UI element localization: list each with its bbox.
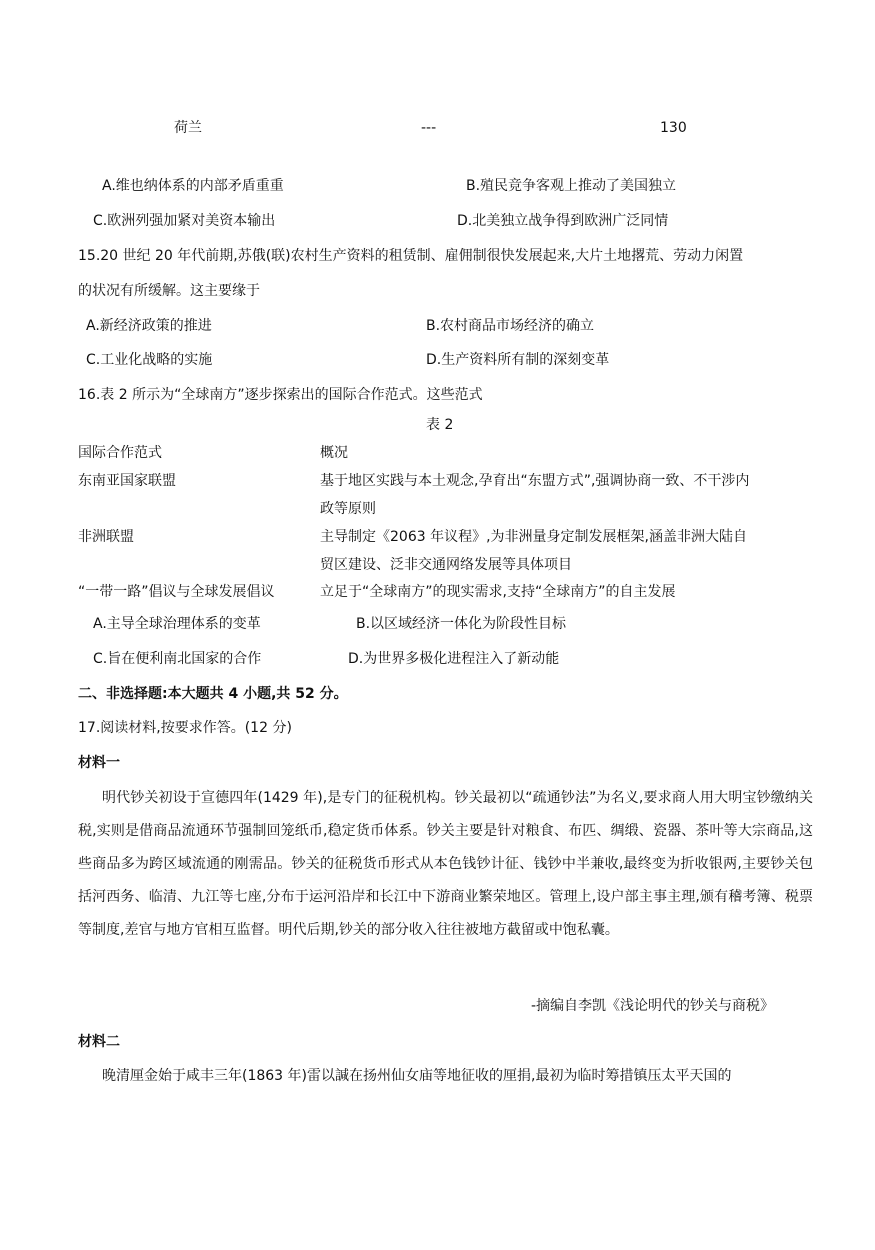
table-row-asean-name: 东南亚国家联盟 xyxy=(78,473,176,489)
material1-paragraph: 明代钞关初设于宣德四年(1429 年),是专门的征税机构。钞关最初以“疏通钞法”为名义,要求商人用大明宝钞缴纳关税,实则是借商品流通环节强制回笼纸币,稳定货币体系。钞关主要是针对粮食、布匹、绸缎、瓷器、茶叶等大宗商品,这些商品多为跨区域流通的刚需品。钞关的征税货币形式从本色钱钞计征、钱钞中半兼收,最终变为折收银两,主要钞关包括河西务、临清、九江等七座,分布于运河沿岸和长江中下游商业繁荣地区。管理上,设户部主事主理,颁有稽考簿、税票等制度,差官与地方官相互监督。明代后期,钞关的部分收入往往被地方截留或中饱私囊。 xyxy=(78,790,813,938)
table-row-bri-name: “一带一路”倡议与全球发展倡议 xyxy=(78,584,275,600)
q14-option-d: D.北美独立战争得到欧洲广泛同情 xyxy=(457,213,669,229)
table-row-au-desc-2: 贸区建设、泛非交通网络发展等具体项目 xyxy=(320,557,572,573)
q16-option-a: A.主导全球治理体系的变革 xyxy=(93,616,261,632)
prev-row-col3: 130 xyxy=(660,120,687,136)
table-row-au-desc-1: 主导制定《2063 年议程》,为非洲量身定制发展框架,涵盖非洲大陆自 xyxy=(320,529,747,545)
prev-row-col2: --- xyxy=(421,120,437,136)
table-header-overview: 概况 xyxy=(320,445,348,461)
q15-option-d: D.生产资料所有制的深刻变革 xyxy=(426,352,610,368)
table-header-paradigm: 国际合作范式 xyxy=(78,445,162,461)
q15-stem-line1: 15.20 世纪 20 年代前期,苏俄(联)农村生产资料的租赁制、雇佣制很快发展起来,大片土地撂荒、劳动力闲置 xyxy=(78,248,744,264)
q15-option-b: B.农村商品市场经济的确立 xyxy=(426,318,595,334)
material1-title: 材料一 xyxy=(78,755,120,771)
material1-source: -摘编自李凯《浅论明代的钞关与商税》 xyxy=(531,998,775,1014)
q17-stem: 17.阅读材料,按要求作答。(12 分) xyxy=(78,720,292,736)
section-title: 二、非选择题:本大题共 4 小题,共 52 分。 xyxy=(78,686,348,702)
q16-option-d: D.为世界多极化进程注入了新动能 xyxy=(348,651,560,667)
prev-row-country: 荷兰 xyxy=(174,120,202,136)
q14-option-a: A.维也纳体系的内部矛盾重重 xyxy=(102,178,284,194)
table-row-asean-desc-2: 政等原则 xyxy=(320,501,376,517)
table-row-asean-desc-1: 基于地区实践与本土观念,孕育出“东盟方式”,强调协商一致、不干涉内 xyxy=(320,473,750,489)
material1-text xyxy=(78,782,813,947)
q15-option-a: A.新经济政策的推进 xyxy=(86,318,212,334)
q15-option-c: C.工业化战略的实施 xyxy=(86,352,213,368)
q16-stem: 16.表 2 所示为“全球南方”逐步探索出的国际合作范式。这些范式 xyxy=(78,387,483,403)
material2-title: 材料二 xyxy=(78,1034,120,1050)
q16-option-c: C.旨在便利南北国家的合作 xyxy=(93,651,262,667)
table-row-au-name: 非洲联盟 xyxy=(78,529,134,545)
q14-option-c: C.欧洲列强加紧对美资本输出 xyxy=(93,213,276,229)
q14-option-b: B.殖民竞争客观上推动了美国独立 xyxy=(466,178,677,194)
material2-text: 晚清厘金始于咸丰三年(1863 年)雷以諴在扬州仙女庙等地征收的厘捐,最初为临时筹措镇压太平天国的 xyxy=(102,1068,732,1084)
table-caption: 表 2 xyxy=(426,417,454,433)
q15-stem-line2: 的状况有所缓解。这主要缘于 xyxy=(78,283,260,299)
table-row-bri-desc-1: 立足于“全球南方”的现实需求,支持“全球南方”的自主发展 xyxy=(320,584,676,600)
q16-option-b: B.以区域经济一体化为阶段性目标 xyxy=(356,616,567,632)
